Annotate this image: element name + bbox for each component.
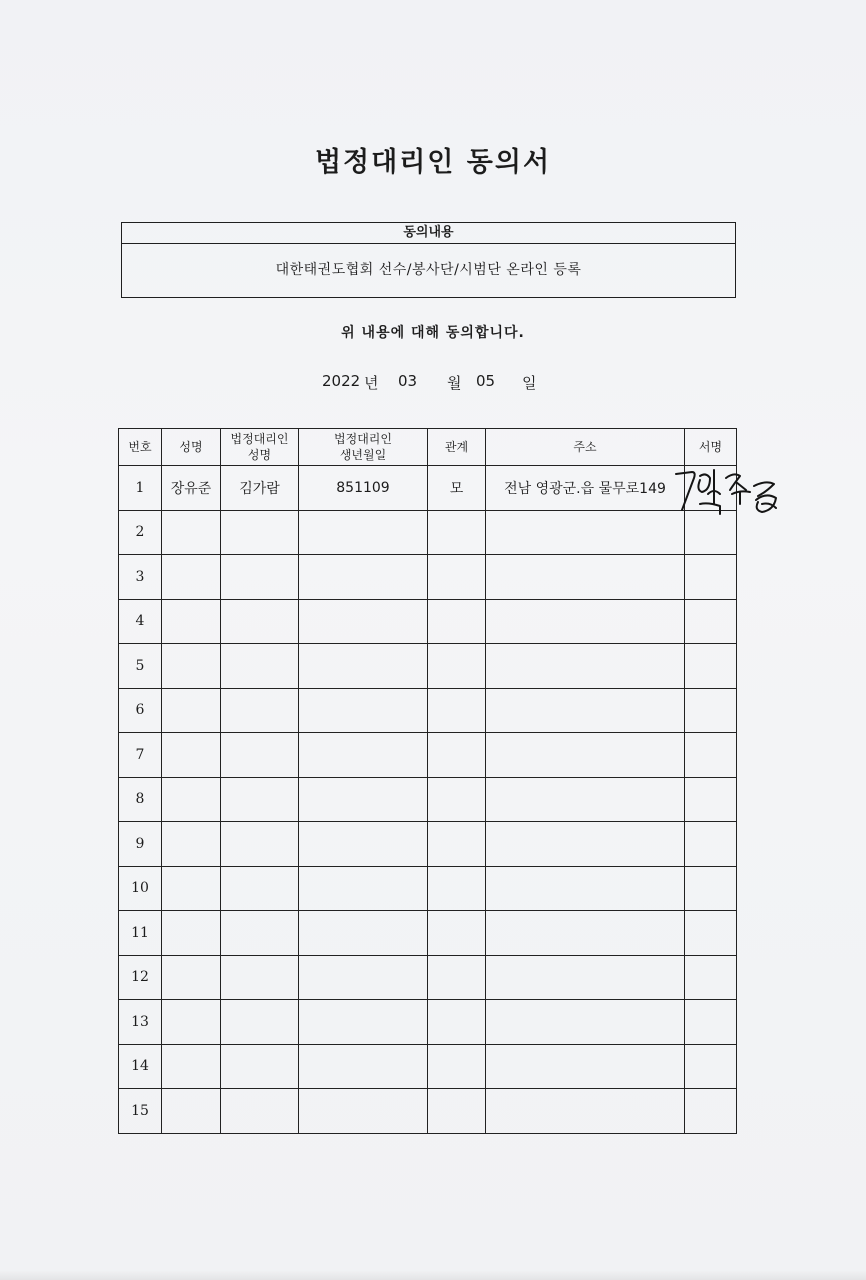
agreement-statement: 위 내용에 대해 동의합니다.	[341, 325, 525, 341]
handwritten-signature	[670, 464, 782, 520]
table-row	[119, 777, 737, 822]
header-guardian-name-line1: 법정대리인	[230, 432, 289, 446]
cell-guardian-birth	[299, 955, 428, 1000]
cell-no: 2	[119, 510, 162, 555]
cell-no: 15	[119, 1089, 162, 1134]
cell-address	[486, 1089, 685, 1134]
header-guardian-name	[221, 429, 299, 466]
cell-no: 5	[119, 644, 162, 689]
consent-header: 동의내용	[122, 223, 735, 244]
cell-guardian-name	[221, 510, 299, 555]
cell-name	[162, 733, 221, 778]
table-row	[119, 1089, 737, 1134]
header-no: 번호	[119, 429, 162, 466]
cell-address	[486, 688, 685, 733]
cell-guardian-name: 김가람	[221, 466, 299, 511]
cell-address	[486, 644, 685, 689]
cell-address	[486, 955, 685, 1000]
header-name: 성명	[162, 429, 221, 466]
cell-name: 장유준	[162, 466, 221, 511]
cell-address	[486, 599, 685, 644]
table-row	[119, 866, 737, 911]
table-row	[119, 688, 737, 733]
cell-guardian-name	[221, 911, 299, 956]
cell-guardian-name	[221, 555, 299, 600]
date-year-unit: 년	[364, 374, 379, 392]
consent-box	[121, 222, 736, 298]
cell-name	[162, 866, 221, 911]
header-guardian-birth	[299, 429, 428, 466]
cell-address	[486, 555, 685, 600]
date-month-unit: 월	[447, 374, 462, 392]
cell-relation	[428, 644, 486, 689]
header-relation: 관계	[428, 429, 486, 466]
cell-guardian-birth	[299, 777, 428, 822]
cell-name	[162, 822, 221, 867]
cell-relation	[428, 688, 486, 733]
cell-relation	[428, 510, 486, 555]
cell-guardian-birth	[299, 866, 428, 911]
table-row	[119, 644, 737, 689]
table-row	[119, 955, 737, 1000]
cell-name	[162, 510, 221, 555]
document-title: 법정대리인 동의서	[314, 147, 552, 178]
cell-guardian-birth	[299, 644, 428, 689]
table-row	[119, 911, 737, 956]
cell-guardian-name	[221, 1000, 299, 1045]
cell-relation	[428, 1044, 486, 1089]
cell-no: 10	[119, 866, 162, 911]
table-row	[119, 599, 737, 644]
cell-name	[162, 955, 221, 1000]
cell-signature	[685, 1044, 737, 1089]
cell-no: 11	[119, 911, 162, 956]
header-guardian-name-line2: 성명	[247, 448, 272, 462]
cell-address	[486, 777, 685, 822]
cell-address	[486, 822, 685, 867]
paper-edge-shadow	[0, 1270, 866, 1280]
cell-no: 8	[119, 777, 162, 822]
table-row	[119, 466, 737, 511]
cell-signature	[685, 733, 737, 778]
cell-relation	[428, 822, 486, 867]
date-year: 2022	[322, 372, 361, 390]
cell-guardian-birth: 851109	[299, 466, 428, 511]
cell-address	[486, 510, 685, 555]
cell-name	[162, 777, 221, 822]
cell-no: 13	[119, 1000, 162, 1045]
table-row	[119, 510, 737, 555]
cell-guardian-name	[221, 1089, 299, 1134]
cell-relation	[428, 911, 486, 956]
cell-guardian-name	[221, 688, 299, 733]
cell-signature	[685, 1089, 737, 1134]
cell-address	[486, 866, 685, 911]
cell-guardian-name	[221, 599, 299, 644]
cell-address	[486, 1044, 685, 1089]
header-address: 주소	[486, 429, 685, 466]
cell-relation	[428, 599, 486, 644]
cell-guardian-birth	[299, 1000, 428, 1045]
cell-guardian-birth	[299, 911, 428, 956]
cell-signature	[685, 777, 737, 822]
cell-name	[162, 1044, 221, 1089]
cell-no: 1	[119, 466, 162, 511]
cell-guardian-birth	[299, 1044, 428, 1089]
cell-name	[162, 911, 221, 956]
cell-address: 전남 영광군.읍 물무로149	[486, 466, 685, 511]
table-row	[119, 1044, 737, 1089]
cell-signature	[685, 688, 737, 733]
cell-no: 3	[119, 555, 162, 600]
cell-signature	[685, 555, 737, 600]
cell-name	[162, 1000, 221, 1045]
table-header-row	[119, 429, 737, 466]
cell-address	[486, 911, 685, 956]
cell-signature	[685, 866, 737, 911]
cell-guardian-birth	[299, 1089, 428, 1134]
cell-no: 12	[119, 955, 162, 1000]
cell-signature	[685, 599, 737, 644]
cell-guardian-name	[221, 777, 299, 822]
cell-relation	[428, 733, 486, 778]
cell-guardian-birth	[299, 688, 428, 733]
cell-relation	[428, 777, 486, 822]
table-row	[119, 1000, 737, 1045]
date-day-unit: 일	[522, 374, 537, 392]
table-row	[119, 555, 737, 600]
cell-address	[486, 733, 685, 778]
cell-signature	[685, 911, 737, 956]
header-signature: 서명	[685, 429, 737, 466]
cell-relation	[428, 555, 486, 600]
header-guardian-birth-line1: 법정대리인	[334, 432, 392, 446]
cell-address	[486, 1000, 685, 1045]
cell-guardian-name	[221, 822, 299, 867]
cell-no: 4	[119, 599, 162, 644]
cell-guardian-name	[221, 1044, 299, 1089]
cell-signature	[685, 1000, 737, 1045]
table-body	[119, 466, 737, 1134]
cell-no: 14	[119, 1044, 162, 1089]
cell-guardian-birth	[299, 510, 428, 555]
cell-guardian-name	[221, 644, 299, 689]
cell-no: 7	[119, 733, 162, 778]
cell-guardian-name	[221, 733, 299, 778]
cell-no: 9	[119, 822, 162, 867]
table-row	[119, 822, 737, 867]
cell-guardian-birth	[299, 733, 428, 778]
header-guardian-birth-line2: 생년월일	[339, 448, 387, 462]
date-day: 05	[476, 372, 496, 390]
cell-signature	[685, 955, 737, 1000]
cell-relation	[428, 1089, 486, 1134]
consent-text: 대한태권도협회 선수/봉사단/시범단 온라인 등록	[275, 262, 582, 278]
cell-no: 6	[119, 688, 162, 733]
date-month: 03	[398, 372, 418, 390]
cell-guardian-birth	[299, 555, 428, 600]
cell-relation: 모	[428, 466, 486, 511]
cell-relation	[428, 866, 486, 911]
cell-name	[162, 644, 221, 689]
cell-relation	[428, 1000, 486, 1045]
cell-guardian-name	[221, 866, 299, 911]
cell-signature	[685, 644, 737, 689]
cell-guardian-birth	[299, 822, 428, 867]
cell-guardian-birth	[299, 599, 428, 644]
table-row	[119, 733, 737, 778]
cell-name	[162, 1089, 221, 1134]
cell-name	[162, 555, 221, 600]
cell-signature	[685, 822, 737, 867]
cell-relation	[428, 955, 486, 1000]
cell-name	[162, 688, 221, 733]
cell-guardian-name	[221, 955, 299, 1000]
cell-name	[162, 599, 221, 644]
guardian-table	[118, 428, 737, 1134]
